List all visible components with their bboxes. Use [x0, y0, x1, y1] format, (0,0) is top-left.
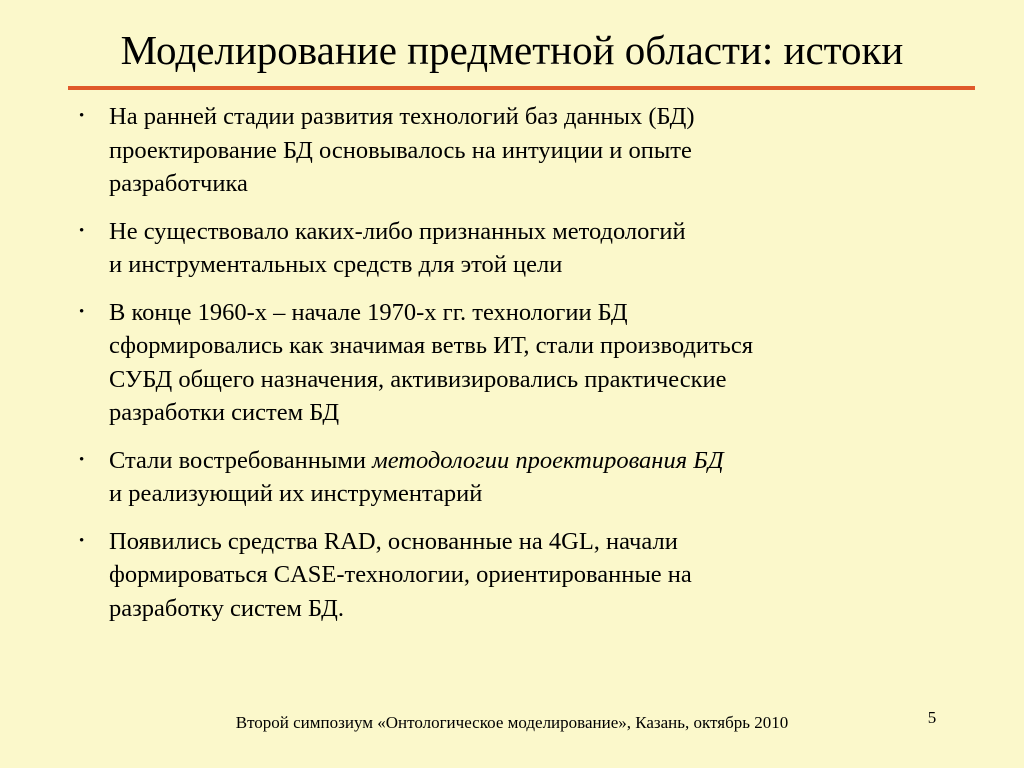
bullet-text	[109, 528, 692, 622]
text-segment: сформировались как значимая ветвь ИТ, стали производиться	[109, 332, 753, 359]
bullet-item	[78, 296, 958, 430]
text-segment: разработчика	[109, 170, 248, 197]
bullet-item	[78, 215, 958, 282]
slide-title: Моделирование предметной области: истоки	[120, 27, 904, 73]
bullet-marker-icon: •	[79, 303, 85, 320]
text-segment: Появились средства RAD, основанные на 4GL, начали	[109, 527, 678, 555]
bullet-text	[109, 218, 686, 279]
bullet-item	[78, 444, 958, 511]
text-segment: и инструментальных средств для этой цели	[109, 251, 563, 278]
title-underline	[68, 86, 975, 90]
text-segment: проектирование БД основывалось на интуиции и опыте	[109, 136, 692, 164]
page-number: 5	[927, 708, 937, 727]
text-segment: формироваться CASE-технологии, ориентированные на	[109, 561, 692, 588]
bullet-marker-icon: •	[79, 222, 85, 239]
emphasis-text: методологии проектирования БД	[372, 446, 724, 474]
bullet-marker-icon: •	[79, 108, 85, 124]
text-segment: В конце 1960-х – начале 1970-х гг. технологии БД	[109, 298, 628, 326]
bullet-marker-icon: •	[79, 532, 85, 549]
text-segment: и реализующий их инструментарий	[109, 480, 483, 507]
text-segment: СУБД общего назначения, активизировались практические	[109, 365, 727, 393]
text-segment: На ранней стадии развития технологий баз данных (БД)	[109, 103, 695, 130]
bullet-item	[78, 525, 958, 626]
bullet-text	[109, 299, 753, 427]
bullet-text	[109, 103, 695, 197]
text-segment: Не существовало каких-либо признанных методологий	[109, 217, 686, 245]
text-segment: разработки систем БД	[109, 399, 340, 426]
bullet-item	[78, 100, 958, 201]
slide-footer: Второй симпозиум «Онтологическое моделирование», Казань, октябрь 2010	[235, 713, 789, 732]
text-segment: разработку систем БД.	[109, 594, 344, 622]
bullet-text	[109, 447, 724, 508]
bullet-list	[78, 100, 958, 639]
text-segment: Стали востребованными	[109, 446, 373, 474]
bullet-marker-icon: •	[79, 451, 85, 468]
